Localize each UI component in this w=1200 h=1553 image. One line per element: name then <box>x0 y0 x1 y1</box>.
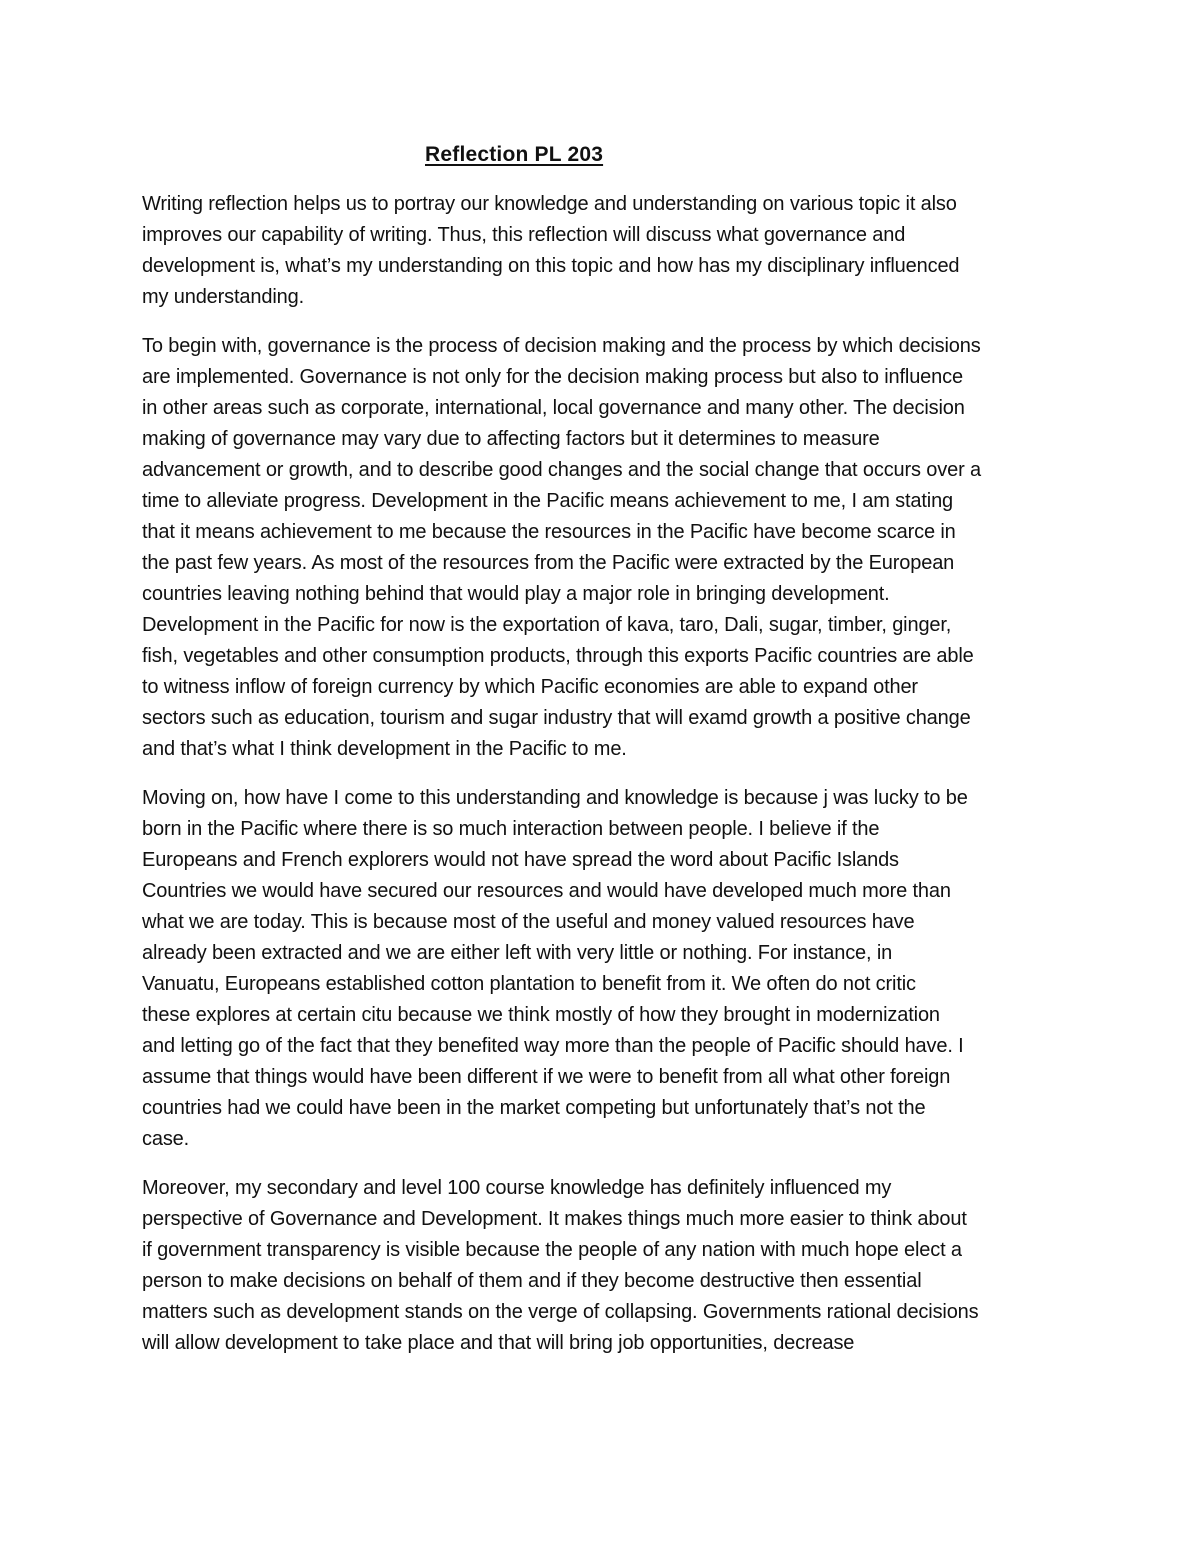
text-line: that it means achievement to me because the resources in the Pacific have become scarce in <box>142 521 956 543</box>
text-line: born in the Pacific where there is so much interaction between people. I believe if the <box>142 818 880 840</box>
text-line: countries leaving nothing behind that would play a major role in bringing development. <box>142 583 890 605</box>
text-line: advancement or growth, and to describe good changes and the social change that occurs over a <box>142 459 981 481</box>
text-line: Countries we would have secured our resources and would have developed much more than <box>142 880 951 902</box>
text-line: countries had we could have been in the market competing but unfortunately that’s not the <box>142 1097 926 1119</box>
text-line: Moving on, how have I come to this understanding and knowledge is because j was lucky to be <box>142 787 968 809</box>
text-line: will allow development to take place and that will bring job opportunities, decrease <box>142 1332 855 1354</box>
document-title: Reflection PL 203 <box>425 143 604 166</box>
text-line: matters such as development stands on the verge of collapsing. Governments rational decisions <box>142 1301 979 1323</box>
text-line: to witness inflow of foreign currency by which Pacific economies are able to expand other <box>142 676 918 698</box>
paragraph <box>142 783 1067 1155</box>
text-line: my understanding. <box>142 286 304 308</box>
text-line: if government transparency is visible because the people of any nation with much hope elect a <box>142 1239 962 1261</box>
text-line: in other areas such as corporate, international, local governance and many other. The decision <box>142 397 965 419</box>
text-line: case. <box>142 1128 190 1150</box>
text-line: Development in the Pacific for now is the exportation of kava, taro, Dali, sugar, timber, ginger, <box>142 614 952 636</box>
text-line: assume that things would have been different if we were to benefit from all what other foreign <box>142 1066 951 1088</box>
text-line: improves our capability of writing. Thus, this reflection will discuss what governance and <box>142 224 906 246</box>
text-line: Vanuatu, Europeans established cotton plantation to benefit from it. We often do not critic <box>142 973 916 995</box>
text-line: sectors such as education, tourism and sugar industry that will examd growth a positive change <box>142 707 971 729</box>
document-page <box>142 143 1067 1403</box>
paragraph <box>142 331 1067 765</box>
text-line: person to make decisions on behalf of them and if they become destructive then essential <box>142 1270 922 1292</box>
text-line: perspective of Governance and Development. It makes things much more easier to think about <box>142 1208 967 1230</box>
paragraph <box>142 1173 1067 1359</box>
text-line: what we are today. This is because most of the useful and money valued resources have <box>142 911 915 933</box>
text-line: and that’s what I think development in the Pacific to me. <box>142 738 627 760</box>
text-line: these explores at certain citu because we think mostly of how they brought in modernization <box>142 1004 940 1026</box>
text-line: Moreover, my secondary and level 100 course knowledge has definitely influenced my <box>142 1177 892 1199</box>
text-line: development is, what’s my understanding on this topic and how has my disciplinary influenced <box>142 255 960 277</box>
text-line: and letting go of the fact that they benefited way more than the people of Pacific should have. I <box>142 1035 964 1057</box>
text-line: making of governance may vary due to affecting factors but it determines to measure <box>142 428 880 450</box>
text-line: are implemented. Governance is not only for the decision making process but also to influence <box>142 366 963 388</box>
text-line: To begin with, governance is the process of decision making and the process by which decisions <box>142 335 981 357</box>
text-line: already been extracted and we are either left with very little or nothing. For instance, in <box>142 942 893 964</box>
text-line: fish, vegetables and other consumption products, through this exports Pacific countries are able <box>142 645 974 667</box>
text-line: the past few years. As most of the resources from the Pacific were extracted by the European <box>142 552 955 574</box>
text-line: Europeans and French explorers would not have spread the word about Pacific Islands <box>142 849 899 871</box>
paragraph <box>142 189 1067 313</box>
text-line: Writing reflection helps us to portray our knowledge and understanding on various topic it also <box>142 193 957 215</box>
text-line: time to alleviate progress. Development in the Pacific means achievement to me, I am stating <box>142 490 954 512</box>
document-body <box>142 189 1067 1359</box>
